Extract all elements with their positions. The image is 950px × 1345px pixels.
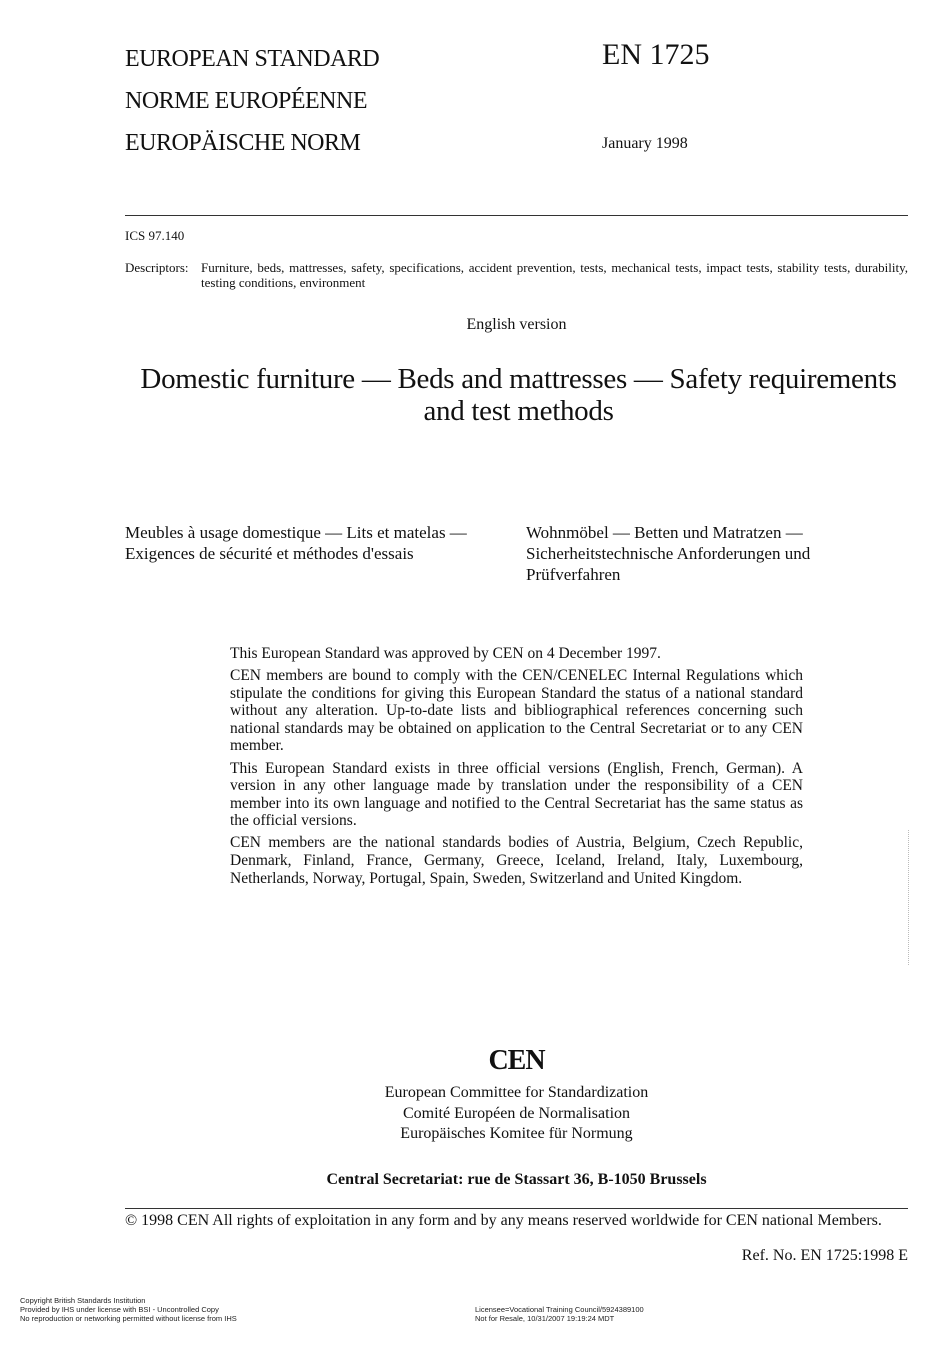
central-secretariat: Central Secretariat: rue de Stassart 36, B-1050 Brussels xyxy=(326,1171,707,1188)
version-label: English version xyxy=(466,316,567,333)
title-line-1: Domestic furniture — Beds and mattresses — Safety requirements xyxy=(140,363,897,395)
cen-name-german: Europäisches Komitee für Normung xyxy=(400,1125,633,1142)
descriptors-label: Descriptors: xyxy=(125,260,189,275)
footer-right xyxy=(475,1305,644,1323)
standard-name-english: EUROPEAN STANDARD xyxy=(125,46,380,72)
footer-left-line-1: Copyright British Standards Institution xyxy=(20,1296,146,1305)
reference-number: Ref. No. EN 1725:1998 E xyxy=(741,1247,908,1264)
german-title: Wohnmöbel — Betten und Matratzen — Sicherheitstechnische Anforderungen und Prüfverfahren xyxy=(526,523,811,584)
cen-name-french: Comité Européen de Normalisation xyxy=(402,1104,631,1122)
copyright-notice: © 1998 CEN All rights of exploitation in any form and by any means reserved worldwide for CEN national Members. xyxy=(125,1212,882,1229)
members-paragraph: CEN members are the national standards bodies of Austria, Belgium, Czech Republic, Denmark, Finland, France, Germany, Greece, Iceland, Ireland, Italy, Luxembourg, Netherlands, Norway, Portugal, Spain, Sweden, Switzerland and United Kingdom. xyxy=(230,834,803,887)
footer-left-line-3: No reproduction or networking permitted without license from IHS xyxy=(20,1314,237,1323)
standard-name-german: EUROPÄISCHE NORM xyxy=(125,130,361,156)
versions-paragraph: This European Standard exists in three official versions (English, French, German). A version in any other language made by translation under the responsibility of a CEN member into its own language and notified to the Central Secretariat has the same status as the official versions. xyxy=(230,759,803,830)
ics-code: ICS 97.140 xyxy=(125,228,185,243)
footer-divider xyxy=(125,1208,908,1209)
footer-right-line-2: Not for Resale, 10/31/2007 19:19:24 MDT xyxy=(475,1314,615,1323)
header-divider xyxy=(125,215,908,216)
standard-number: EN 1725 xyxy=(602,38,710,71)
cen-names xyxy=(125,1083,908,1145)
approval-text-block xyxy=(230,645,803,892)
footer-right-line-1: Licensee=Vocational Training Council/5924389100 xyxy=(475,1305,644,1314)
cen-name-english: European Committee for Standardization xyxy=(384,1084,649,1101)
french-title: Meubles à usage domestique — Lits et matelas — Exigences de sécurité et méthodes d'essais xyxy=(125,523,467,563)
descriptors-text: Furniture, beds, mattresses, safety, specifications, accident prevention, tests, mechanical tests, impact tests, stability tests, durability, testing conditions, environment xyxy=(201,260,908,290)
footer-left-line-2: Provided by IHS under license with BSI - Uncontrolled Copy xyxy=(20,1305,219,1314)
approval-paragraph: This European Standard was approved by CEN on 4 December 1997. xyxy=(230,645,661,662)
standard-name-french: NORME EUROPÉENNE xyxy=(125,88,367,114)
document-title xyxy=(125,363,912,427)
margin-mark xyxy=(908,830,909,965)
title-line-2: and test methods xyxy=(423,395,614,427)
cen-logo: CEN xyxy=(488,1045,545,1076)
publication-date: January 1998 xyxy=(602,135,688,152)
compliance-paragraph: CEN members are bound to comply with the CEN/CENELEC Internal Regulations which stipulate the conditions for giving this European Standard the status of a national standard without any alteration. Up-to-date lists and bibliographical references concerning such national standards may be obtained on application to the Central Secretariat or to any CEN member. xyxy=(230,667,803,755)
footer-left xyxy=(20,1296,237,1323)
